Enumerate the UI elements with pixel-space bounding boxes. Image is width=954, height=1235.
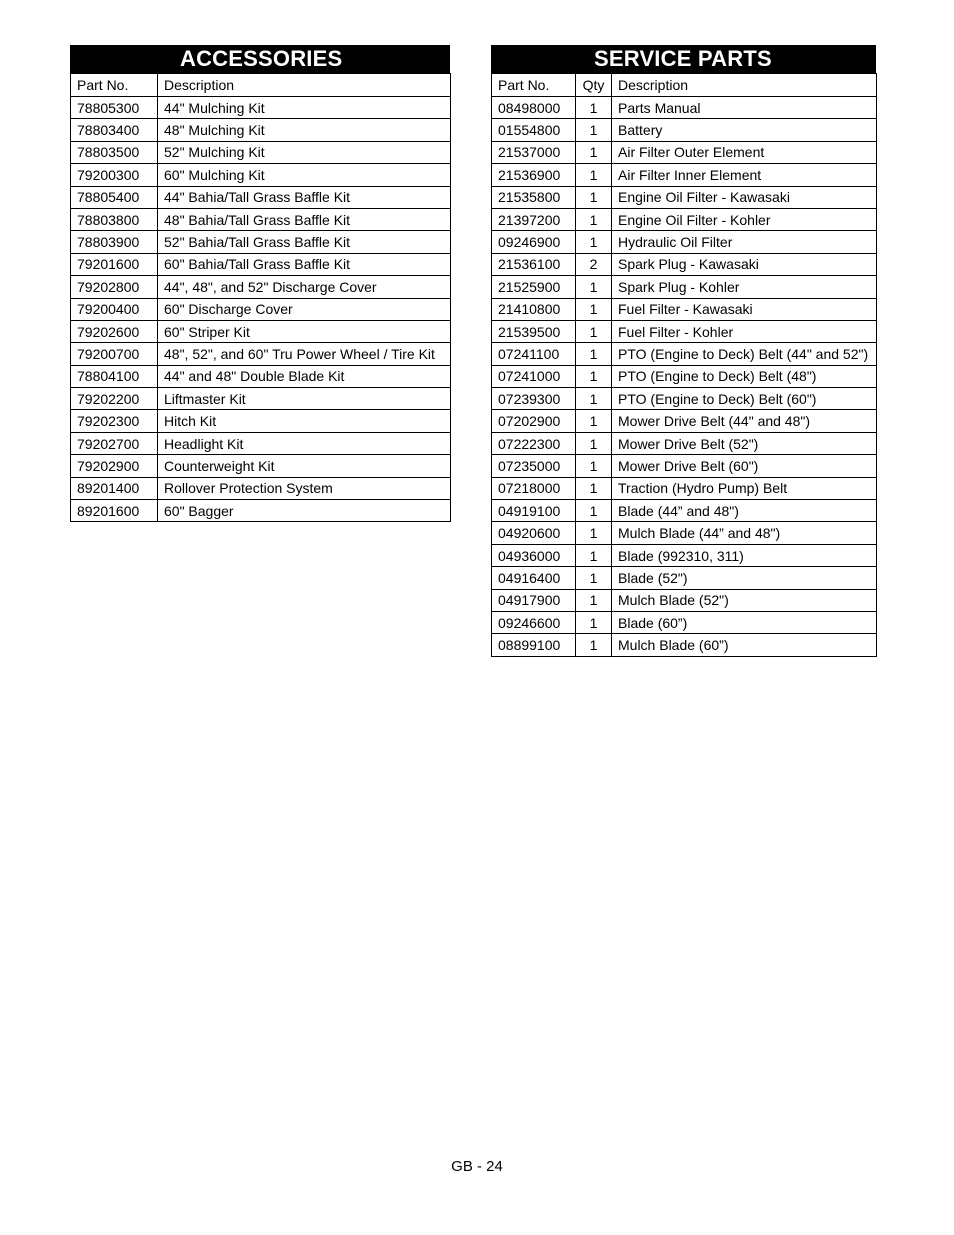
part-no-cell: 04919100	[492, 500, 576, 522]
part-no-cell: 79200400	[71, 298, 158, 320]
table-row	[71, 231, 451, 253]
table-row	[492, 544, 877, 566]
description-cell: 60" Striper Kit	[158, 320, 451, 342]
qty-cell: 1	[576, 164, 612, 186]
table-row	[492, 634, 877, 656]
table-row	[71, 186, 451, 208]
part-no-cell: 09246600	[492, 611, 576, 633]
part-no-cell: 21525900	[492, 276, 576, 298]
service-parts-header-row	[492, 74, 877, 97]
service-parts-section	[491, 45, 876, 657]
accessories-table	[70, 73, 451, 522]
description-header: Description	[158, 74, 451, 97]
part-no-cell: 78805300	[71, 97, 158, 119]
part-no-cell: 78803500	[71, 141, 158, 163]
accessories-title: ACCESSORIES	[70, 45, 450, 73]
description-cell: Counterweight Kit	[158, 455, 451, 477]
description-cell: 44", 48", and 52" Discharge Cover	[158, 276, 451, 298]
qty-cell: 1	[576, 186, 612, 208]
qty-cell: 1	[576, 141, 612, 163]
accessories-header-row	[71, 74, 451, 97]
description-cell: 60" Discharge Cover	[158, 298, 451, 320]
service-parts-title: SERVICE PARTS	[491, 45, 876, 73]
description-cell: Hydraulic Oil Filter	[612, 231, 877, 253]
part-no-cell: 78803800	[71, 208, 158, 230]
table-row	[492, 253, 877, 275]
description-cell: Fuel Filter - Kohler	[612, 320, 877, 342]
table-row	[71, 432, 451, 454]
description-cell: Fuel Filter - Kawasaki	[612, 298, 877, 320]
table-row	[492, 119, 877, 141]
part-no-header: Part No.	[71, 74, 158, 97]
description-cell: Liftmaster Kit	[158, 388, 451, 410]
part-no-cell: 07218000	[492, 477, 576, 499]
table-row	[492, 455, 877, 477]
description-cell: Blade (52")	[612, 567, 877, 589]
description-cell: Mulch Blade (60”)	[612, 634, 877, 656]
part-no-cell: 79202300	[71, 410, 158, 432]
part-no-cell: 79200300	[71, 164, 158, 186]
table-row	[492, 500, 877, 522]
part-no-cell: 08899100	[492, 634, 576, 656]
qty-cell: 1	[576, 343, 612, 365]
qty-cell: 1	[576, 500, 612, 522]
table-row	[71, 97, 451, 119]
qty-cell: 1	[576, 611, 612, 633]
description-cell: 44" Mulching Kit	[158, 97, 451, 119]
table-row	[71, 164, 451, 186]
part-no-cell: 01554800	[492, 119, 576, 141]
part-no-cell: 09246900	[492, 231, 576, 253]
part-no-cell: 07235000	[492, 455, 576, 477]
description-cell: Mulch Blade (44” and 48")	[612, 522, 877, 544]
description-cell: Engine Oil Filter - Kawasaki	[612, 186, 877, 208]
part-no-cell: 04917900	[492, 589, 576, 611]
table-row	[71, 253, 451, 275]
description-cell: Spark Plug - Kawasaki	[612, 253, 877, 275]
description-cell: PTO (Engine to Deck) Belt (48")	[612, 365, 877, 387]
qty-cell: 1	[576, 365, 612, 387]
table-row	[492, 388, 877, 410]
qty-cell: 1	[576, 388, 612, 410]
table-row	[492, 522, 877, 544]
part-no-cell: 21536100	[492, 253, 576, 275]
qty-cell: 1	[576, 432, 612, 454]
service-parts-table	[491, 73, 877, 657]
service-parts-table-body	[492, 97, 877, 657]
description-cell: 48" Mulching Kit	[158, 119, 451, 141]
description-cell: Blade (44” and 48")	[612, 500, 877, 522]
table-row	[71, 298, 451, 320]
qty-cell: 1	[576, 97, 612, 119]
part-no-cell: 21539500	[492, 320, 576, 342]
part-no-cell: 04920600	[492, 522, 576, 544]
part-no-cell: 79200700	[71, 343, 158, 365]
qty-cell: 1	[576, 544, 612, 566]
description-cell: PTO (Engine to Deck) Belt (44" and 52")	[612, 343, 877, 365]
table-row	[71, 455, 451, 477]
table-row	[492, 589, 877, 611]
table-row	[492, 97, 877, 119]
table-row	[492, 320, 877, 342]
table-row	[71, 141, 451, 163]
qty-cell: 1	[576, 119, 612, 141]
part-no-cell: 79202600	[71, 320, 158, 342]
description-cell: Spark Plug - Kohler	[612, 276, 877, 298]
part-no-cell: 08498000	[492, 97, 576, 119]
part-no-cell: 78805400	[71, 186, 158, 208]
description-cell: 52" Bahia/Tall Grass Baffle Kit	[158, 231, 451, 253]
part-no-cell: 21536900	[492, 164, 576, 186]
description-cell: Rollover Protection System	[158, 477, 451, 499]
table-row	[71, 500, 451, 522]
accessories-table-body	[71, 97, 451, 522]
table-row	[71, 365, 451, 387]
part-no-cell: 07241000	[492, 365, 576, 387]
qty-cell: 1	[576, 634, 612, 656]
description-cell: Mower Drive Belt (60")	[612, 455, 877, 477]
part-no-cell: 21397200	[492, 208, 576, 230]
description-cell: Blade (60”)	[612, 611, 877, 633]
description-cell: 44" and 48" Double Blade Kit	[158, 365, 451, 387]
table-row	[71, 119, 451, 141]
part-no-cell: 89201400	[71, 477, 158, 499]
part-no-cell: 78803400	[71, 119, 158, 141]
qty-cell: 1	[576, 320, 612, 342]
table-row	[71, 343, 451, 365]
part-no-header: Part No.	[492, 74, 576, 97]
description-cell: 60" Bahia/Tall Grass Baffle Kit	[158, 253, 451, 275]
description-cell: Mower Drive Belt (44" and 48")	[612, 410, 877, 432]
table-row	[492, 432, 877, 454]
table-row	[492, 186, 877, 208]
page-number: GB - 24	[451, 1158, 503, 1175]
part-no-cell: 79201600	[71, 253, 158, 275]
description-cell: Mulch Blade (52")	[612, 589, 877, 611]
part-no-cell: 89201600	[71, 500, 158, 522]
part-no-cell: 07241100	[492, 343, 576, 365]
description-cell: 44" Bahia/Tall Grass Baffle Kit	[158, 186, 451, 208]
qty-cell: 1	[576, 589, 612, 611]
part-no-cell: 07222300	[492, 432, 576, 454]
description-cell: 60" Bagger	[158, 500, 451, 522]
part-no-cell: 21537000	[492, 141, 576, 163]
qty-cell: 1	[576, 455, 612, 477]
table-row	[492, 410, 877, 432]
description-cell: 60" Mulching Kit	[158, 164, 451, 186]
qty-cell: 1	[576, 276, 612, 298]
qty-cell: 1	[576, 208, 612, 230]
table-row	[492, 611, 877, 633]
qty-header: Qty	[576, 74, 612, 97]
description-cell: Traction (Hydro Pump) Belt	[612, 477, 877, 499]
part-no-cell: 79202900	[71, 455, 158, 477]
table-row	[492, 365, 877, 387]
description-cell: Headlight Kit	[158, 432, 451, 454]
qty-cell: 1	[576, 522, 612, 544]
description-cell: Battery	[612, 119, 877, 141]
part-no-cell: 07239300	[492, 388, 576, 410]
table-row	[71, 276, 451, 298]
part-no-cell: 79202800	[71, 276, 158, 298]
part-no-cell: 04936000	[492, 544, 576, 566]
part-no-cell: 79202700	[71, 432, 158, 454]
qty-cell: 1	[576, 410, 612, 432]
table-row	[492, 141, 877, 163]
part-no-cell: 78803900	[71, 231, 158, 253]
table-row	[492, 477, 877, 499]
accessories-section	[70, 45, 450, 522]
table-row	[492, 231, 877, 253]
table-row	[71, 388, 451, 410]
table-row	[71, 410, 451, 432]
table-row	[492, 298, 877, 320]
part-no-cell: 21535800	[492, 186, 576, 208]
qty-cell: 1	[576, 567, 612, 589]
qty-cell: 1	[576, 477, 612, 499]
description-cell: 48" Bahia/Tall Grass Baffle Kit	[158, 208, 451, 230]
part-no-cell: 04916400	[492, 567, 576, 589]
table-row	[71, 320, 451, 342]
description-cell: Mower Drive Belt (52")	[612, 432, 877, 454]
table-row	[71, 208, 451, 230]
description-cell: Blade (992310, 311)	[612, 544, 877, 566]
description-cell: Parts Manual	[612, 97, 877, 119]
part-no-cell: 78804100	[71, 365, 158, 387]
description-cell: Hitch Kit	[158, 410, 451, 432]
description-cell: 48", 52", and 60" Tru Power Wheel / Tire Kit	[158, 343, 451, 365]
description-cell: 52" Mulching Kit	[158, 141, 451, 163]
table-row	[492, 164, 877, 186]
description-cell: PTO (Engine to Deck) Belt (60")	[612, 388, 877, 410]
table-row	[492, 276, 877, 298]
table-row	[492, 208, 877, 230]
part-no-cell: 21410800	[492, 298, 576, 320]
qty-cell: 1	[576, 298, 612, 320]
part-no-cell: 07202900	[492, 410, 576, 432]
table-row	[492, 567, 877, 589]
table-row	[71, 477, 451, 499]
description-cell: Air Filter Inner Element	[612, 164, 877, 186]
description-cell: Engine Oil Filter - Kohler	[612, 208, 877, 230]
qty-cell: 2	[576, 253, 612, 275]
description-header: Description	[612, 74, 877, 97]
part-no-cell: 79202200	[71, 388, 158, 410]
description-cell: Air Filter Outer Element	[612, 141, 877, 163]
table-row	[492, 343, 877, 365]
qty-cell: 1	[576, 231, 612, 253]
